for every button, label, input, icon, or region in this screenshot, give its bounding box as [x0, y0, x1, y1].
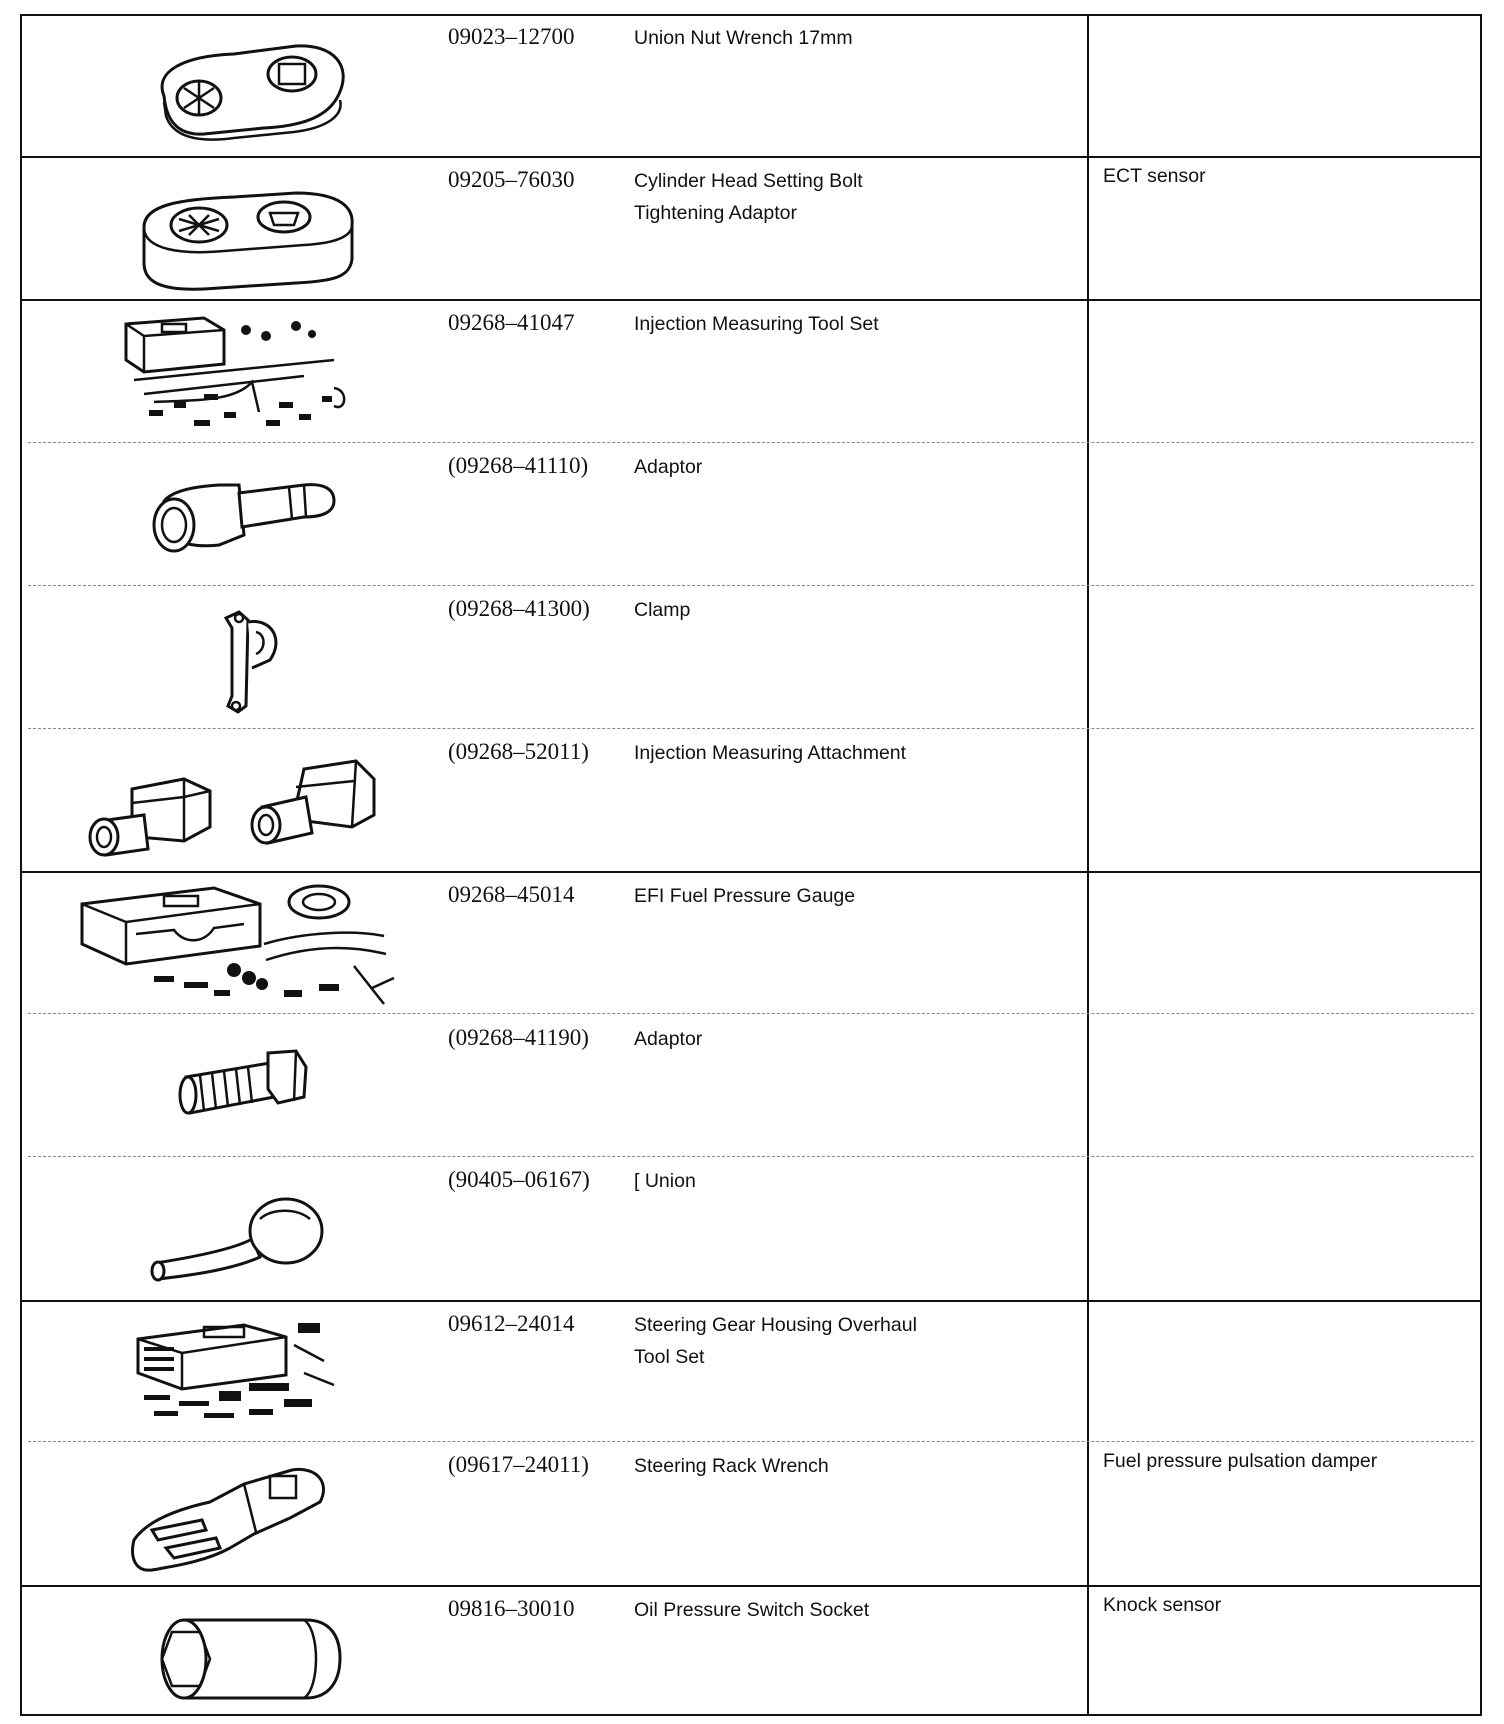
banjo-bolt-icon	[34, 1017, 424, 1155]
table-row	[20, 1301, 1482, 1441]
table-row	[20, 443, 1482, 585]
part-number: (09617–24011)	[448, 1452, 589, 1477]
table-row	[20, 300, 1482, 442]
tool-name-text: Union	[644, 1170, 696, 1192]
remark: Fuel pressure pulsation damper	[1103, 1450, 1378, 1472]
steering-tool-set-icon	[34, 1303, 424, 1441]
tool-name: Steering Gear Housing Overhaul Tool Set	[634, 1314, 917, 1368]
table-row	[20, 1015, 1482, 1157]
table-row	[20, 14, 1482, 156]
union-nut-wrench-icon	[34, 16, 424, 154]
rack-wrench-icon	[34, 1444, 424, 1582]
union-fitting-icon	[34, 1159, 424, 1297]
tool-name: Oil Pressure Switch Socket	[634, 1599, 870, 1621]
clamp-icon	[34, 588, 424, 726]
table-row	[20, 1157, 1482, 1300]
table-row	[20, 1442, 1482, 1585]
part-number: (09268–41190)	[448, 1025, 589, 1050]
part-number: (09268–41300)	[448, 596, 590, 621]
table-row	[20, 872, 1482, 1014]
part-number: 09023–12700	[448, 24, 575, 49]
tool-name: Adaptor	[634, 1028, 703, 1050]
tool-name: Clamp	[634, 599, 691, 621]
tool-name: Union Nut Wrench 17mm	[634, 27, 853, 49]
tightening-adaptor-icon	[34, 159, 424, 297]
remark: Knock sensor	[1103, 1594, 1222, 1616]
tool-name: Cylinder Head Setting Bolt Tightening Adaptor	[634, 170, 863, 224]
table-row	[20, 586, 1482, 728]
socket-icon	[34, 1588, 424, 1712]
part-number: 09268–45014	[448, 882, 575, 907]
tool-name: Steering Rack Wrench	[634, 1455, 829, 1477]
tool-name: [ Union	[634, 1170, 696, 1192]
table-row	[20, 157, 1482, 299]
table-row	[20, 729, 1482, 871]
measuring-attachment-icon	[34, 731, 424, 869]
part-number: (09268–41110)	[448, 453, 589, 478]
tool-name: Injection Measuring Attachment	[634, 742, 907, 764]
part-number: 09816–30010	[448, 1596, 575, 1621]
tool-name: Adaptor	[634, 456, 703, 478]
part-number: 09612–24014	[448, 1311, 575, 1336]
tool-name: Injection Measuring Tool Set	[634, 313, 879, 335]
table-row	[20, 1586, 1482, 1714]
part-number: (90405–06167)	[448, 1167, 590, 1192]
tool-name: EFI Fuel Pressure Gauge	[634, 885, 856, 907]
adaptor-icon	[34, 445, 424, 583]
remark: ECT sensor	[1103, 165, 1206, 187]
fuel-pressure-gauge-kit-icon	[34, 874, 424, 1012]
part-number: (09268–52011)	[448, 739, 589, 764]
part-number: 09268–41047	[448, 310, 575, 335]
tool-set-case-icon	[34, 302, 424, 440]
part-number: 09205–76030	[448, 167, 575, 192]
